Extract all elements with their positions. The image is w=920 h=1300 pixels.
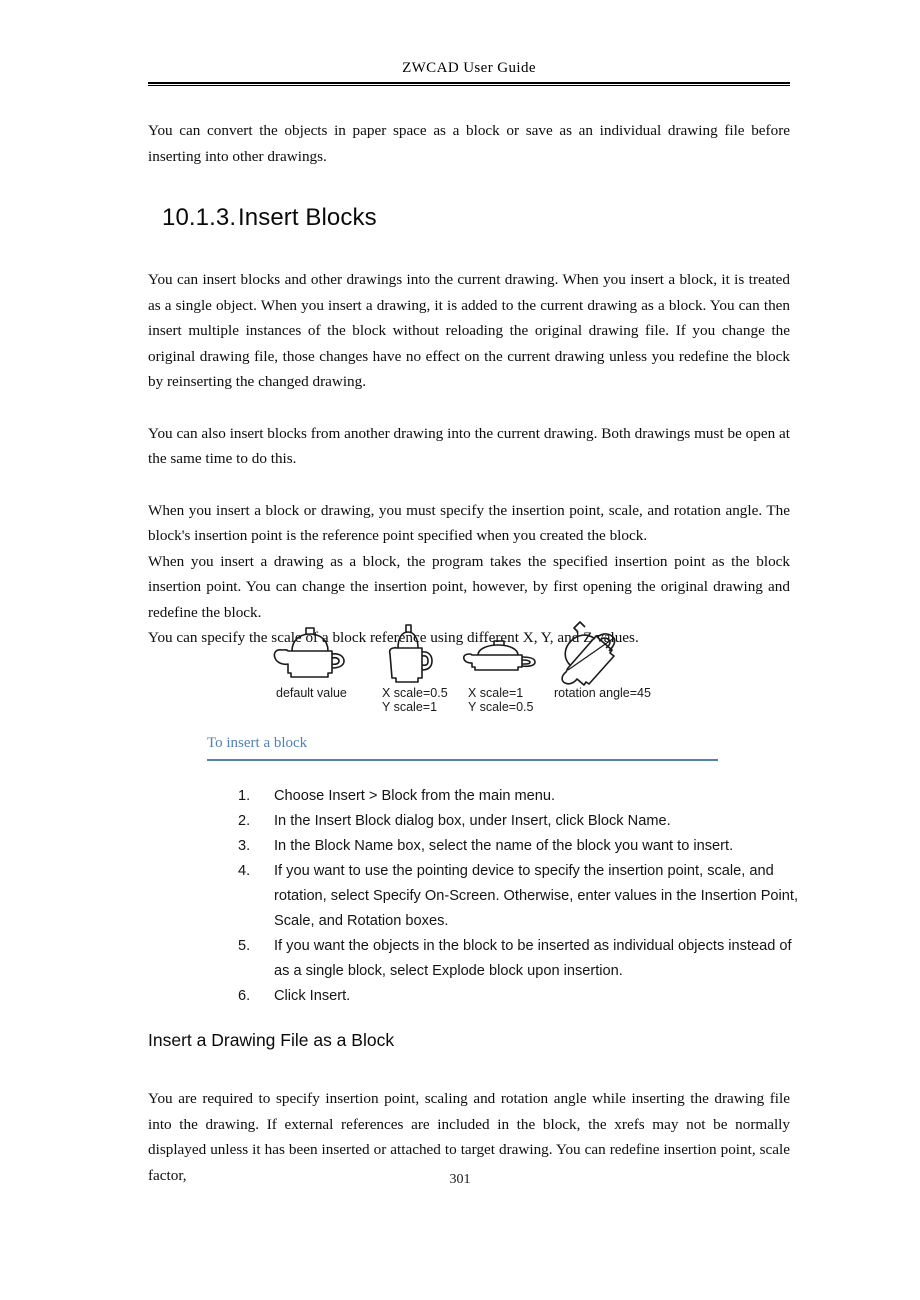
teapot-x05-y1-icon	[390, 625, 432, 682]
section-title: Insert Blocks	[238, 204, 377, 231]
step-text: If you want the objects in the block to be inserted as individual objects instead of as a single block, select Explode block upon insertion.	[274, 938, 792, 979]
teapot-default-icon	[274, 628, 344, 677]
step-text: Choose Insert > Block from the main menu.	[274, 788, 556, 804]
header-title: ZWCAD User Guide	[402, 60, 536, 76]
subsection-block	[148, 1028, 790, 1188]
figure-caption-2-line2: Y scale=1	[382, 700, 438, 713]
step-number: 1.	[238, 788, 251, 804]
step-text: Click Insert.	[274, 988, 351, 1004]
step-number: 5.	[238, 938, 251, 954]
step-text: If you want to use the pointing device to specify the insertion point, scale, and rotation, select Specify On-Screen. Otherwise, enter values in the Insertion Point, Scale, and Rotation boxes.	[274, 863, 799, 929]
procedure-callout	[207, 733, 718, 761]
step-number: 2.	[238, 813, 251, 829]
procedure-step-list	[238, 784, 798, 1009]
figure-caption-4-line1: rotation angle=45	[554, 686, 651, 700]
step-number: 3.	[238, 838, 251, 854]
header-divider-rule	[148, 82, 790, 86]
section-number: 10.1.3.	[162, 204, 237, 231]
running-header	[148, 58, 790, 78]
list-item	[238, 809, 798, 834]
figure-caption-1-line1: default value	[276, 686, 347, 700]
paragraph-4: When you insert a drawing as a block, the program takes the specified insertion point as the block insertion point. You can change the insertion point, however, by first opening the original drawing and redefine the block.	[148, 552, 790, 621]
step-number: 6.	[238, 988, 251, 1004]
list-item	[238, 859, 798, 934]
list-item	[238, 784, 798, 809]
page-title	[148, 203, 790, 233]
paragraph-1: You can insert blocks and other drawings into the current drawing. When you insert a block, it is treated as a single object. When you insert a drawing, it is added to the current drawing as a block. You can then insert multiple instances of the block without reloading the original drawing file. If you change the original drawing file, those changes have no effect on the current drawing unless you redefine the block by reinserting the changed drawing.	[148, 271, 790, 390]
procedure-callout-rule	[207, 759, 718, 761]
intro-paragraph: You can convert the objects in paper space as a block or save as an individual drawing file before inserting into other drawings.	[148, 122, 790, 165]
procedure-callout-title: To insert a block	[207, 735, 308, 751]
figure-caption-2-line1: X scale=0.5	[382, 686, 448, 700]
list-item	[238, 934, 798, 984]
subsection-paragraph: You are required to specify insertion point, scaling and rotation angle while inserting the drawing file into the drawing. If external references are included in the block, the xrefs may not be normally displayed unless it has been inserted or attached to target drawing. You can redefine insertion point, scale factor,	[148, 1090, 790, 1184]
list-item	[238, 984, 798, 1009]
step-text: In the Block Name box, select the name of the block you want to insert.	[274, 838, 734, 854]
teapot-rotated-45-icon	[562, 622, 615, 685]
page-number: 301	[449, 1172, 471, 1187]
paragraph-5: You can specify the scale of a block reference using different X, Y, and Z values.	[148, 629, 639, 646]
paragraph-3: When you insert a block or drawing, you must specify the insertion point, scale, and rotation angle. The block's insertion point is the reference point specified when you created the block.	[148, 501, 790, 544]
figure-caption-3-line2: Y scale=0.5	[468, 700, 534, 713]
teapot-x1-y05-icon	[464, 641, 535, 670]
subsection-title: Insert a Drawing File as a Block	[148, 1030, 395, 1050]
paragraph-2: You can also insert blocks from another drawing into the current drawing. Both drawings must be open at the same time to do this.	[148, 424, 790, 467]
figure-caption-3-line1: X scale=1	[468, 686, 524, 700]
block-scale-figure	[266, 618, 666, 713]
step-text: In the Insert Block dialog box, under Insert, click Block Name.	[274, 813, 671, 829]
step-number: 4.	[238, 863, 251, 879]
list-item	[238, 834, 798, 859]
page-content	[148, 118, 790, 651]
